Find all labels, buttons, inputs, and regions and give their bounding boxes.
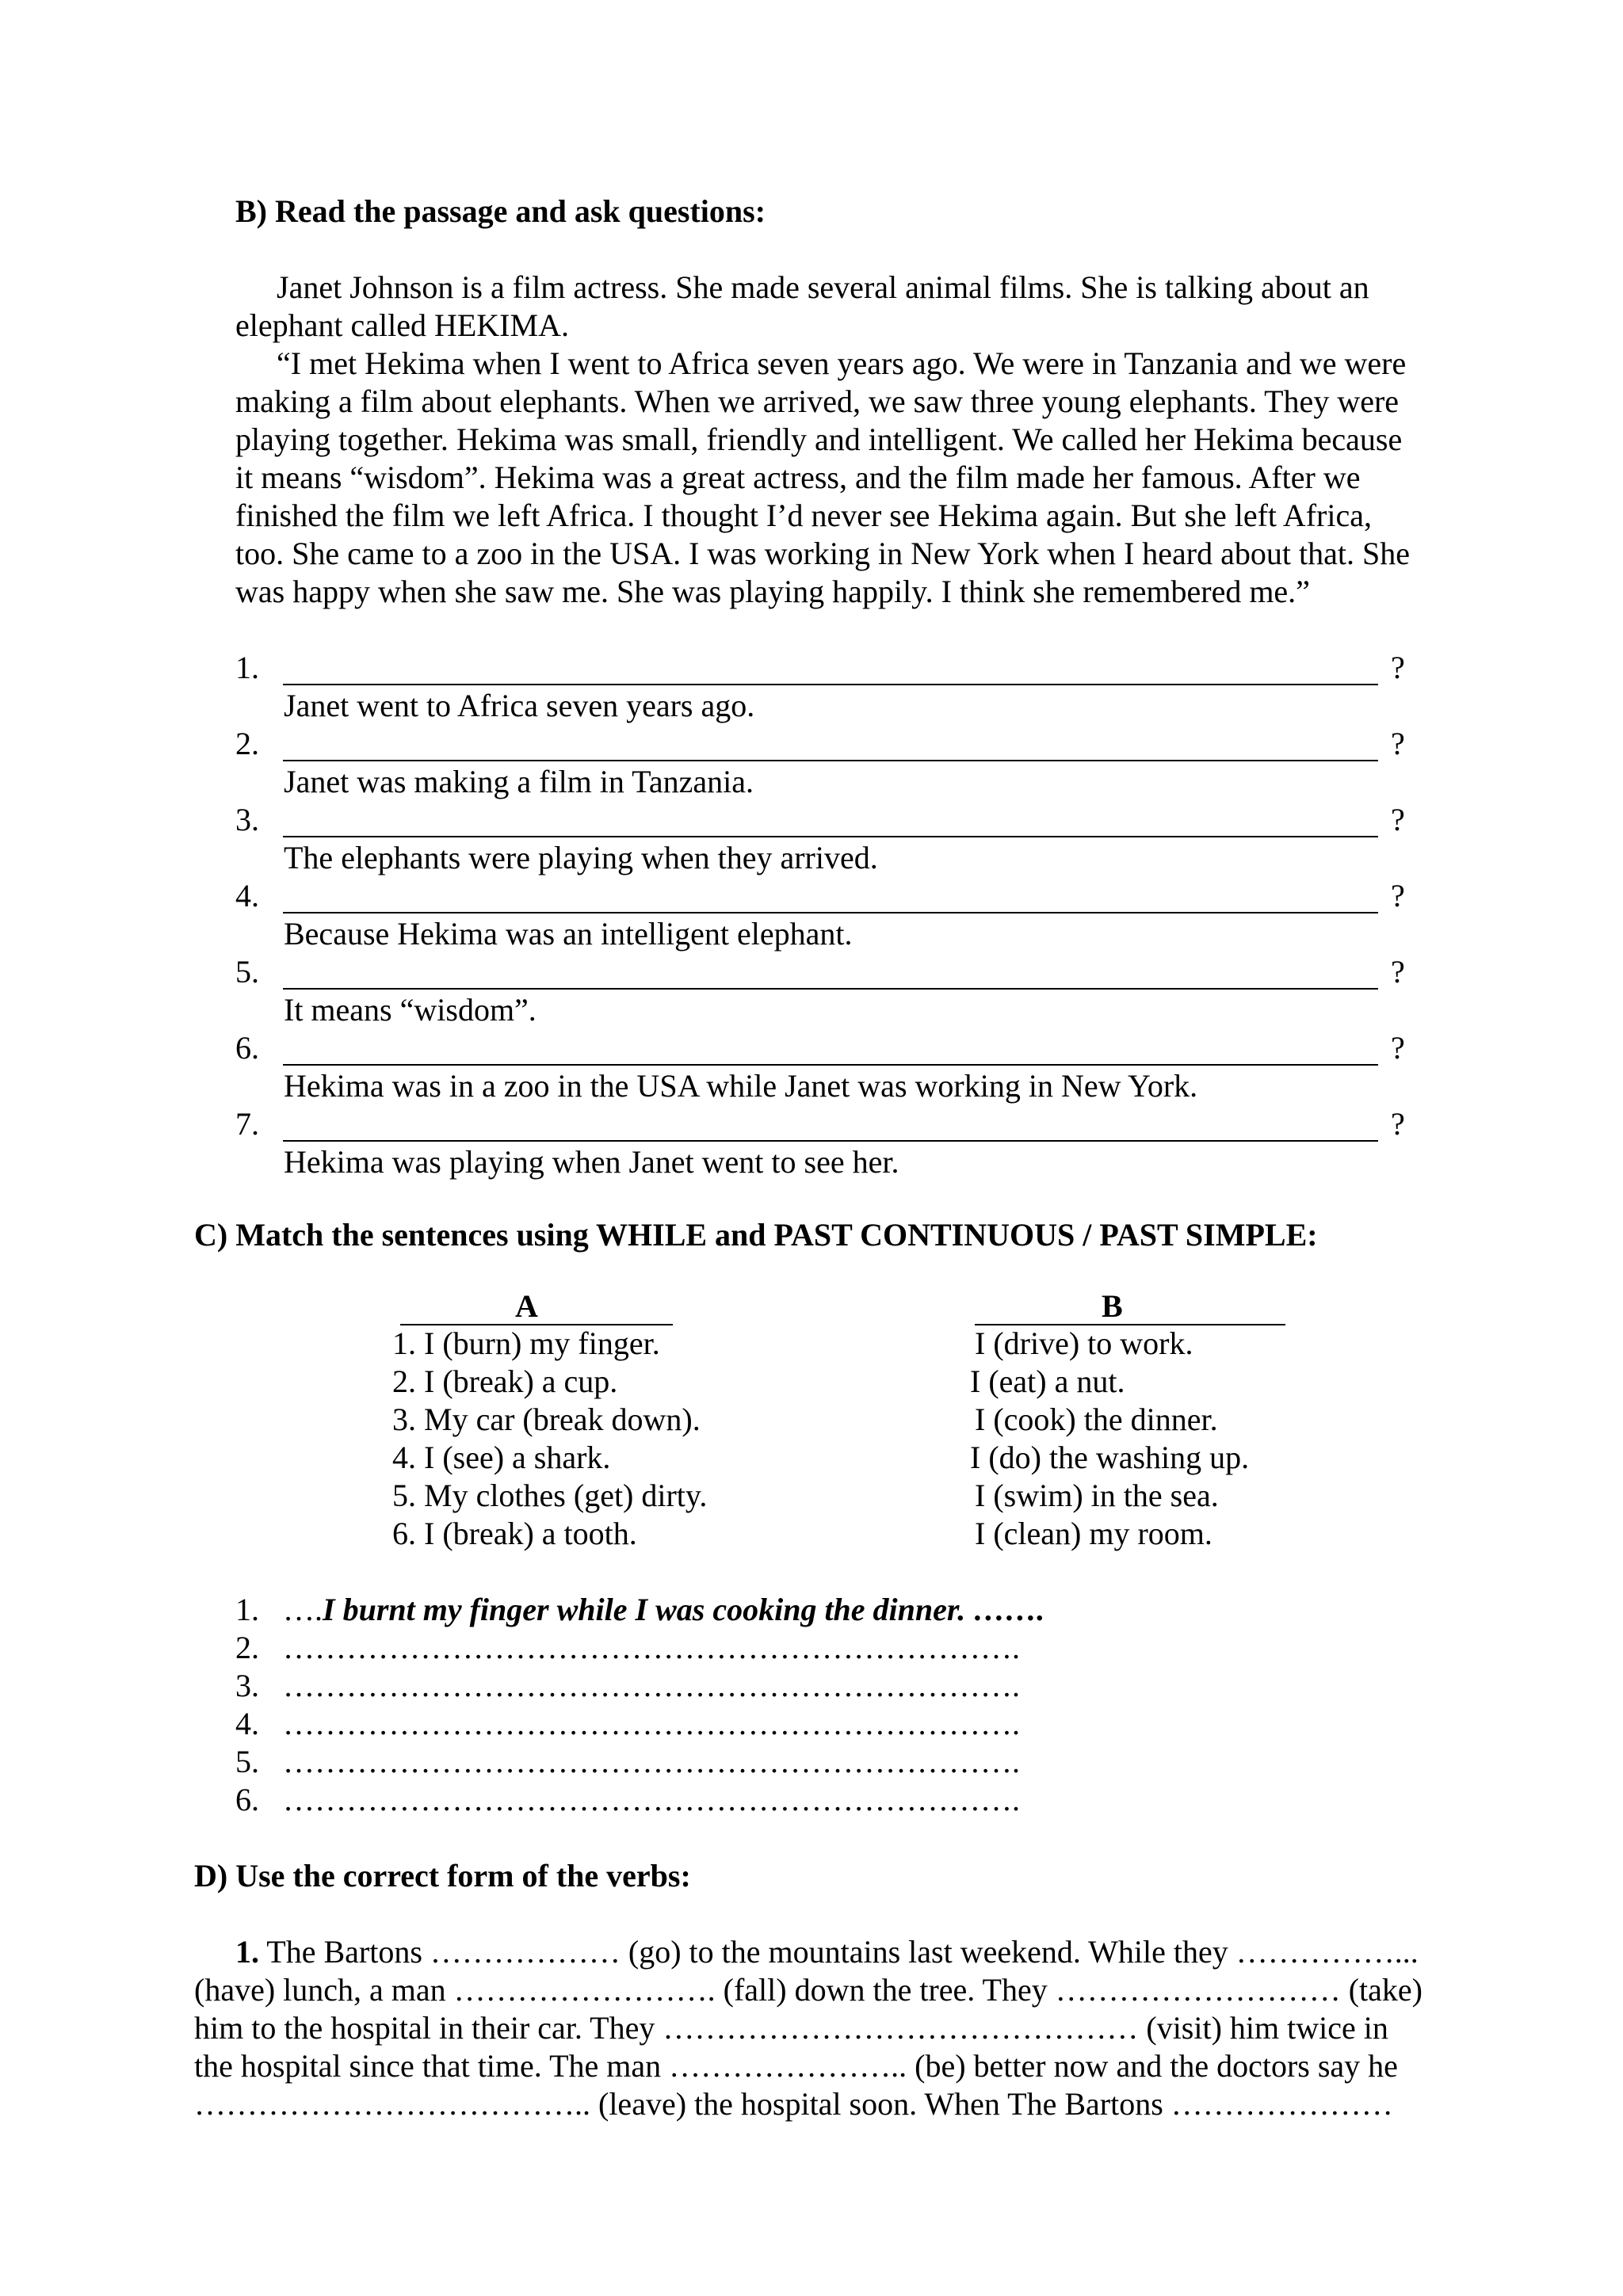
question-answer: It means “wisdom”. <box>284 992 537 1028</box>
column-b-label: B <box>1102 1288 1123 1324</box>
column-a-item: 6. I (break) a tooth. <box>392 1516 637 1551</box>
question-answer: The elephants were playing when they arrived. <box>284 840 878 875</box>
question-row <box>235 1029 1424 1067</box>
question-number: 1. <box>235 650 259 685</box>
question-row <box>235 725 1424 763</box>
answer-number: 2. <box>235 1630 259 1665</box>
column-a-item: 4. I (see) a shark. <box>392 1440 611 1475</box>
question-number: 2. <box>235 726 259 761</box>
column-a-item: 5. My clothes (get) dirty. <box>392 1478 708 1513</box>
question-number: 5. <box>235 954 259 990</box>
column-b-item: I (do) the washing up. <box>970 1440 1250 1475</box>
answer-blank[interactable]: ……………………………………………………………. <box>283 1706 1020 1741</box>
exercise-line: The Bartons ……………… (go) to the mountains last weekend. While they ……………... <box>259 1934 1419 1970</box>
section-c-heading: C) Match the sentences using WHILE and PAST CONTINUOUS / PAST SIMPLE: <box>194 1217 1318 1253</box>
exercise-line: ……………………………….. (leave) the hospital soon. When The Bartons ………………… <box>194 2086 1393 2122</box>
column-b-header <box>975 1287 1285 1325</box>
exercise-line: the hospital since that time. The man ………………….. (be) better now and the doctors say he <box>194 2048 1398 2084</box>
answer-blank[interactable]: ……………………………………………………………. <box>283 1630 1020 1665</box>
question-answer: Because Hekima was an intelligent elephant. <box>284 916 853 952</box>
answer-row <box>235 1743 1020 1781</box>
question-mark: ? <box>1391 954 1405 990</box>
item-number: 1. <box>235 1934 259 1970</box>
column-b-item: I (clean) my room. <box>975 1516 1212 1551</box>
passage <box>235 269 1472 611</box>
column-b-item: I (cook) the dinner. <box>975 1402 1218 1437</box>
question-row <box>235 953 1424 991</box>
answer-row <box>235 1781 1020 1819</box>
passage-line: making a film about elephants. When we arrived, we saw three young elephants. They were <box>235 383 1400 419</box>
answer-number: 1. <box>235 1592 259 1627</box>
answer-number: 4. <box>235 1706 259 1741</box>
question-row <box>235 649 1424 687</box>
answer-blank[interactable]: ……………………………………………………………. <box>283 1744 1020 1779</box>
question-answer: Hekima was playing when Janet went to see her. <box>284 1144 899 1180</box>
question-mark: ? <box>1391 650 1405 685</box>
question-answer: Hekima was in a zoo in the USA while Janet was working in New York. <box>284 1068 1198 1104</box>
question-mark: ? <box>1391 802 1405 837</box>
example-answer: I burnt my finger while I was cooking the dinner. ……. <box>323 1592 1045 1627</box>
column-b-item: I (drive) to work. <box>975 1325 1193 1361</box>
passage-line: it means “wisdom”. Hekima was a great actress, and the film made her famous. After we <box>235 460 1361 495</box>
column-a-item: 2. I (break) a cup. <box>392 1363 618 1399</box>
question-blank-line[interactable] <box>283 684 1378 685</box>
question-mark: ? <box>1391 726 1405 761</box>
question-row <box>235 1105 1424 1143</box>
answer-row <box>235 1591 1044 1629</box>
passage-line: playing together. Hekima was small, friendly and intelligent. We called her Hekima because <box>235 421 1403 457</box>
column-a-item: 3. My car (break down). <box>392 1402 701 1437</box>
question-answer: Janet went to Africa seven years ago. <box>284 688 755 723</box>
answer-blank[interactable]: ……………………………………………………………. <box>283 1668 1020 1703</box>
question-blank-line[interactable] <box>283 836 1378 837</box>
question-number: 4. <box>235 878 259 913</box>
column-a-item: 1. I (burn) my finger. <box>392 1325 660 1361</box>
answer-number: 6. <box>235 1782 259 1817</box>
question-mark: ? <box>1391 1106 1405 1142</box>
passage-line: Janet Johnson is a film actress. She made several animal films. She is talking about an <box>277 269 1369 305</box>
question-answer: Janet was making a film in Tanzania. <box>284 764 754 799</box>
verb-exercise <box>194 1933 1486 2123</box>
question-number: 3. <box>235 802 259 837</box>
section-b-heading: B) Read the passage and ask questions: <box>235 193 766 229</box>
question-row <box>235 877 1424 915</box>
column-a-header <box>400 1287 673 1325</box>
column-b-item: I (swim) in the sea. <box>975 1478 1219 1513</box>
question-blank-line[interactable] <box>283 988 1378 990</box>
passage-line: “I met Hekima when I went to Africa seven years ago. We were in Tanzania and we were <box>277 345 1407 381</box>
exercise-line: him to the hospital in their car. They ……………………………………… (visit) him twice in <box>194 2010 1388 2046</box>
column-b-item: I (eat) a nut. <box>970 1363 1125 1399</box>
exercise-line: (have) lunch, a man ……………………. (fall) down the tree. They ……………………… (take) <box>194 1972 1423 2008</box>
answer-prefix: …. <box>283 1592 323 1627</box>
section-d-heading: D) Use the correct form of the verbs: <box>194 1858 691 1894</box>
answer-number: 5. <box>235 1744 259 1779</box>
question-row <box>235 801 1424 839</box>
question-blank-line[interactable] <box>283 1140 1378 1142</box>
question-blank-line[interactable] <box>283 1064 1378 1066</box>
question-blank-line[interactable] <box>283 912 1378 913</box>
question-number: 6. <box>235 1030 259 1066</box>
answer-blank[interactable]: ……………………………………………………………. <box>283 1782 1020 1817</box>
passage-line: finished the film we left Africa. I thought I’d never see Hekima again. But she left Africa, <box>235 498 1372 533</box>
passage-line: elephant called HEKIMA. <box>235 307 569 343</box>
question-number: 7. <box>235 1106 259 1142</box>
column-a-label: A <box>515 1288 538 1324</box>
answer-row <box>235 1667 1020 1705</box>
answer-row <box>235 1705 1020 1743</box>
question-mark: ? <box>1391 1030 1405 1066</box>
question-blank-line[interactable] <box>283 760 1378 761</box>
passage-line: too. She came to a zoo in the USA. I was working in New York when I heard about that. She <box>235 536 1410 571</box>
question-mark: ? <box>1391 878 1405 913</box>
answer-row <box>235 1629 1020 1667</box>
answer-number: 3. <box>235 1668 259 1703</box>
passage-line: was happy when she saw me. She was playing happily. I think she remembered me.” <box>235 574 1310 609</box>
